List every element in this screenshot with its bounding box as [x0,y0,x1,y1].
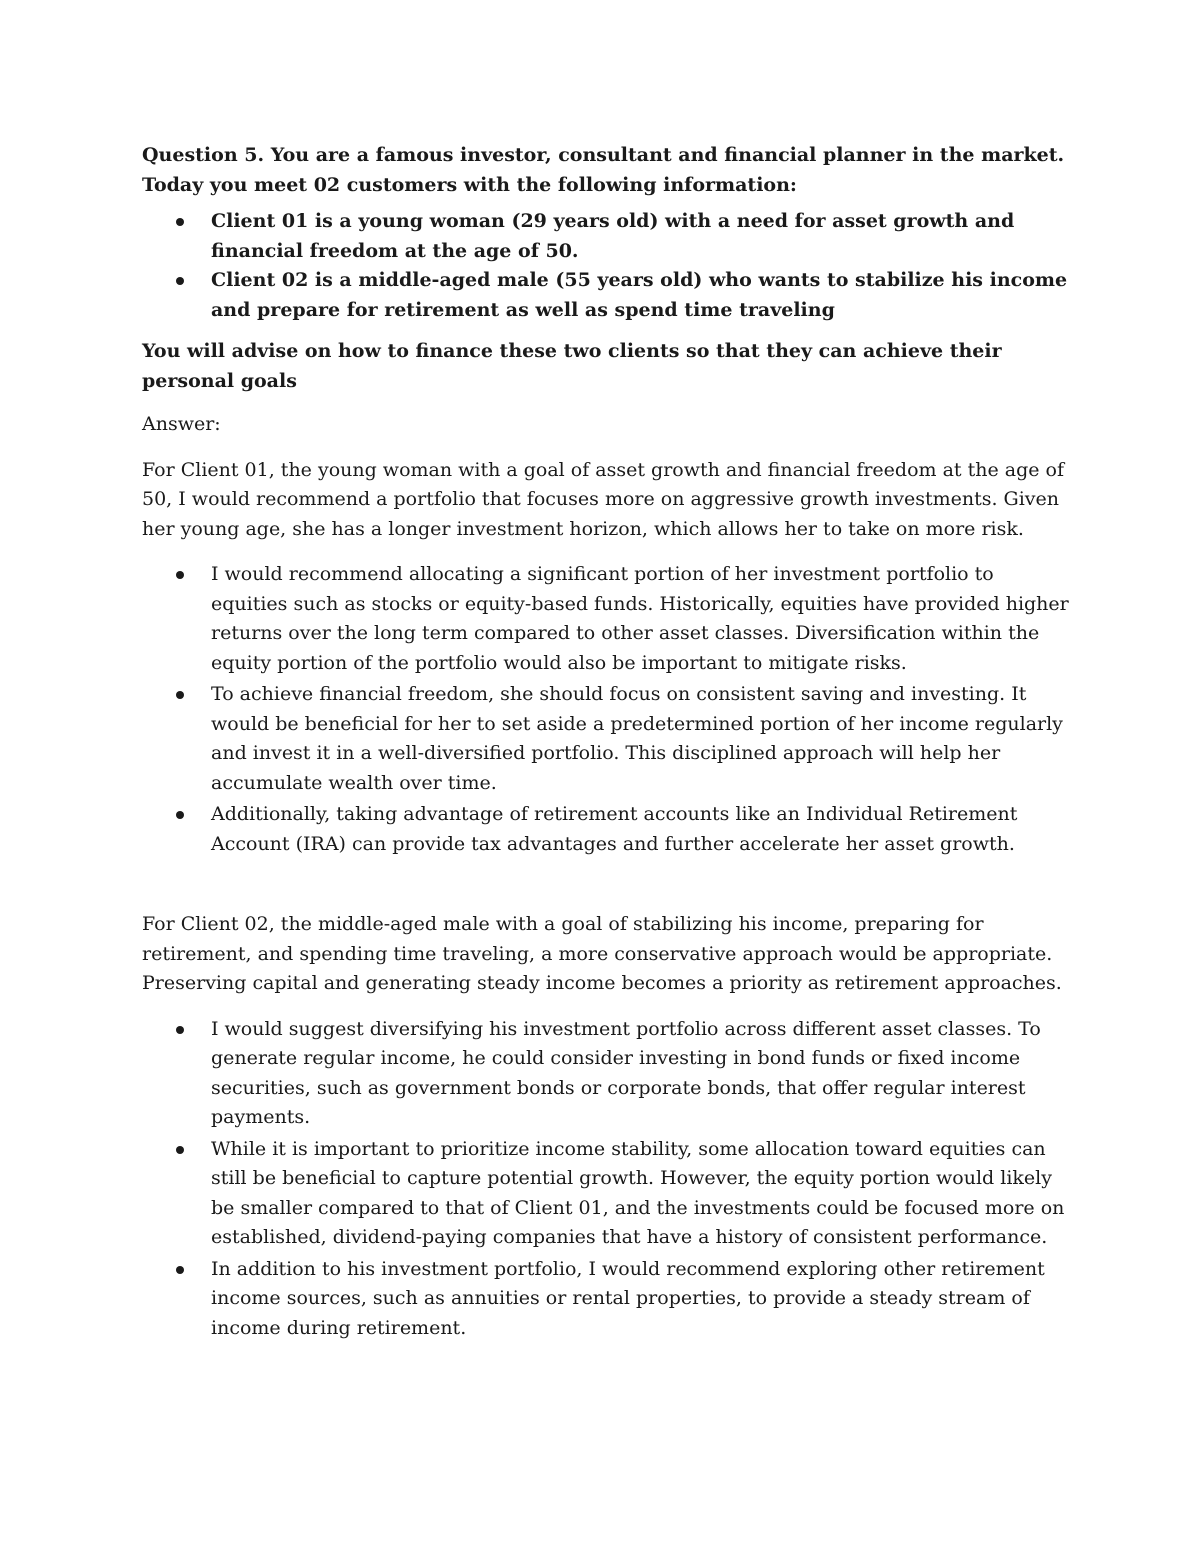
list-item [142,1255,1072,1344]
client-1-description: Client 01 is a young woman (29 years old) with a need for asset growth and financial freedom at the age of 50. [211,210,1015,262]
list-item [142,207,1072,266]
bullet-icon [176,1146,184,1154]
list-item [142,680,1072,798]
client-1-point: Additionally, taking advantage of retirement accounts like an Individual Retirement Account (IRA) can provide tax advantages and further accelerate her asset growth. [211,803,1018,855]
client-2-intro: For Client 02, the middle-aged male with a goal of stabilizing his income, preparing for retirement, and spending time traveling, a more conservative approach would be appropriate. Preserving capital and generating steady income becomes a priority as retirement approaches. [142,913,1062,994]
bullet-icon [176,691,184,699]
client-2-description: Client 02 is a middle-aged male (55 years old) who wants to stabilize his income and prepare for retirement as well as spend time traveling [211,269,1068,321]
client-2-points [142,1015,1072,1344]
document-page [142,141,1072,1345]
client-list [142,207,1072,325]
client-2-point: I would suggest diversifying his investment portfolio across different asset classes. To generate regular income, he could consider investing in bond funds or fixed income securities, such as government bonds or corporate bonds, that offer regular interest payments. [211,1017,1041,1128]
bullet-icon [176,571,184,579]
client-1-points [142,560,1072,859]
client-1-point: To achieve financial freedom, she should focus on consistent saving and investing. It would be beneficial for her to set aside a predetermined portion of her income regularly and invest it in a well-diversified portfolio. This disciplined approach will help her accumulate wealth over time. [211,683,1063,794]
question-intro: Today you meet 02 customers with the following information: [142,173,797,196]
list-item [142,560,1072,678]
client-2-point: While it is important to prioritize income stability, some allocation toward equities can still be beneficial to capture potential growth. However, the equity portion would likely be smaller compared to that of Client 01, and the investments could be focused more on established, dividend-paying companies that have a history of consistent performance. [211,1137,1065,1248]
question-ask: You will advise on how to finance these two clients so that they can achieve their personal goals [142,340,1002,392]
section-gap [142,861,1072,910]
bullet-icon [176,1026,184,1034]
question-title: Question 5. You are a famous investor, consultant and financial planner in the market. [142,144,1065,166]
list-item [142,266,1072,325]
client-1-intro: For Client 01, the young woman with a goal of asset growth and financial freedom at the age of 50, I would recommend a portfolio that focuses more on aggressive growth investments. Given her young age, she has a longer investment horizon, which allows her to take on more risk. [142,458,1064,540]
client-1-point: I would recommend allocating a significant portion of her investment portfolio to equities such as stocks or equity-based funds. Historically, equities have provided higher returns over the long term compared to other asset classes. Diversification within the equity portion of the portfolio would also be important to mitigate risks. [211,563,1069,674]
bullet-icon [176,1266,184,1274]
client-2-point: In addition to his investment portfolio, I would recommend exploring other retirement income sources, such as annuities or rental properties, to provide a steady stream of income during retirement. [211,1257,1045,1339]
bullet-icon [176,218,184,226]
list-item [142,800,1072,859]
bullet-icon [176,811,184,819]
list-item [142,1135,1072,1253]
list-item [142,1015,1072,1133]
bullet-icon [176,277,184,285]
answer-label: Answer: [142,413,221,435]
